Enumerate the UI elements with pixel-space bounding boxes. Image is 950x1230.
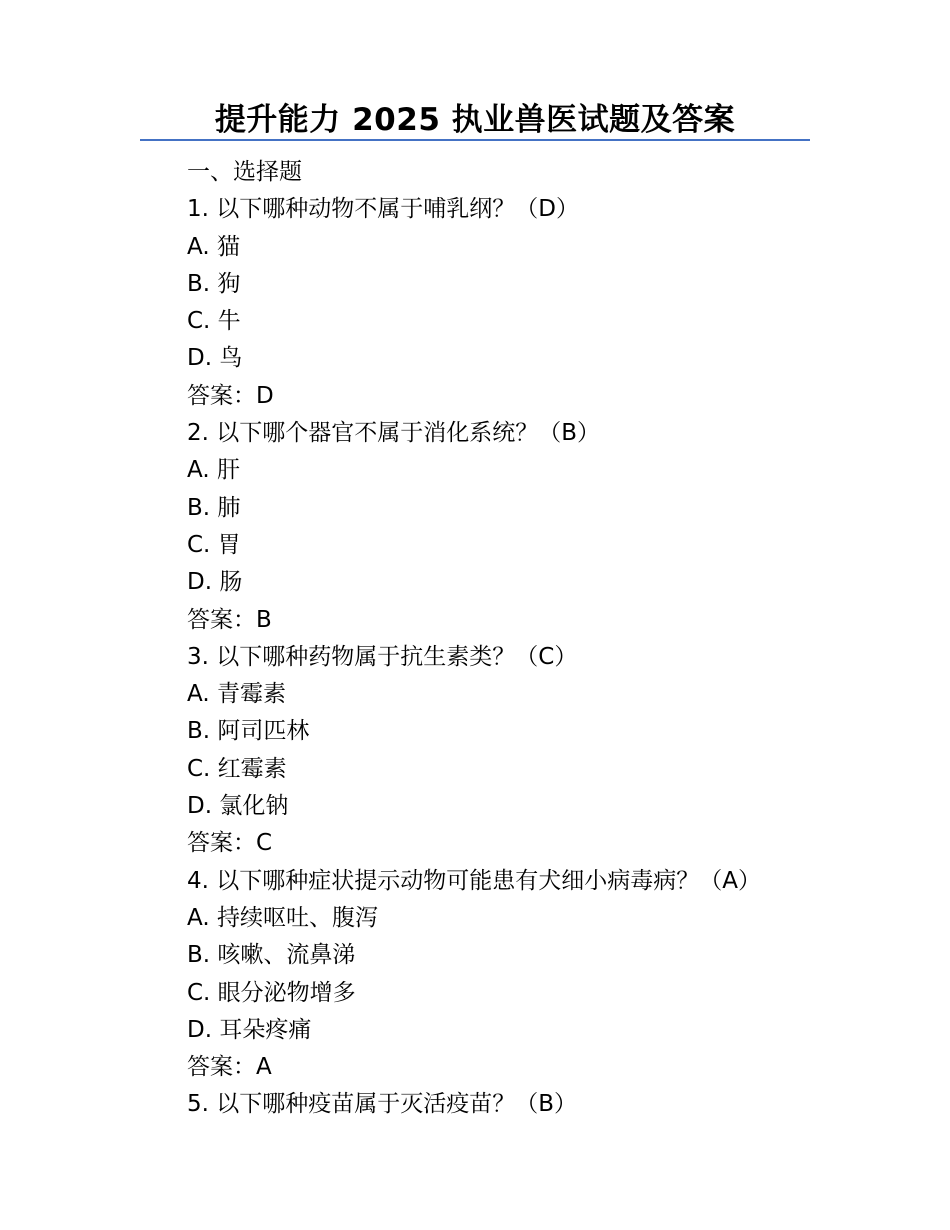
question-4-option-c: C. 眼分泌物增多 [187,979,356,1006]
question-1-option-b: B. 狗 [187,270,241,297]
question-1-option-a: A. 猫 [187,233,240,260]
question-5: 5. 以下哪种疫苗属于灭活疫苗？（B） [187,1091,578,1118]
question-2-answer: 答案：B [187,606,272,633]
question-4-option-b: B. 咳嗽、流鼻涕 [187,942,356,969]
question-2-option-a: A. 肝 [187,457,240,484]
question-1: 1. 以下哪种动物不属于哺乳纲？（D） [187,196,579,223]
section-heading: 一、选择题 [187,159,302,185]
question-1-option-d: D. 鸟 [187,345,243,372]
question-2-option-d: D. 肠 [187,569,243,596]
question-2: 2. 以下哪个器官不属于消化系统？（B） [187,420,601,447]
question-4: 4. 以下哪种症状提示动物可能患有犬细小病毒病？（A） [187,867,761,894]
question-3-option-b: B. 阿司匹林 [187,718,310,745]
question-1-option-c: C. 牛 [187,308,241,335]
question-1-answer: 答案：D [187,382,274,409]
question-4-answer: 答案：A [187,1054,272,1081]
question-4-option-d: D. 耳朵疼痛 [187,1016,312,1043]
document-title: 提升能力 2025 执业兽医试题及答案 [214,102,736,138]
question-3-option-d: D. 氯化钠 [187,793,289,820]
title-underline [140,139,810,141]
question-2-option-c: C. 胃 [187,531,241,558]
question-4-option-a: A. 持续呕吐、腹泻 [187,904,378,931]
question-3: 3. 以下哪种药物属于抗生素类？（C） [187,643,578,670]
question-2-option-b: B. 肺 [187,494,241,521]
question-3-option-c: C. 红霉素 [187,755,287,782]
document-body [187,154,827,1124]
question-3-option-a: A. 青霉素 [187,681,286,708]
question-3-answer: 答案：C [187,830,273,857]
